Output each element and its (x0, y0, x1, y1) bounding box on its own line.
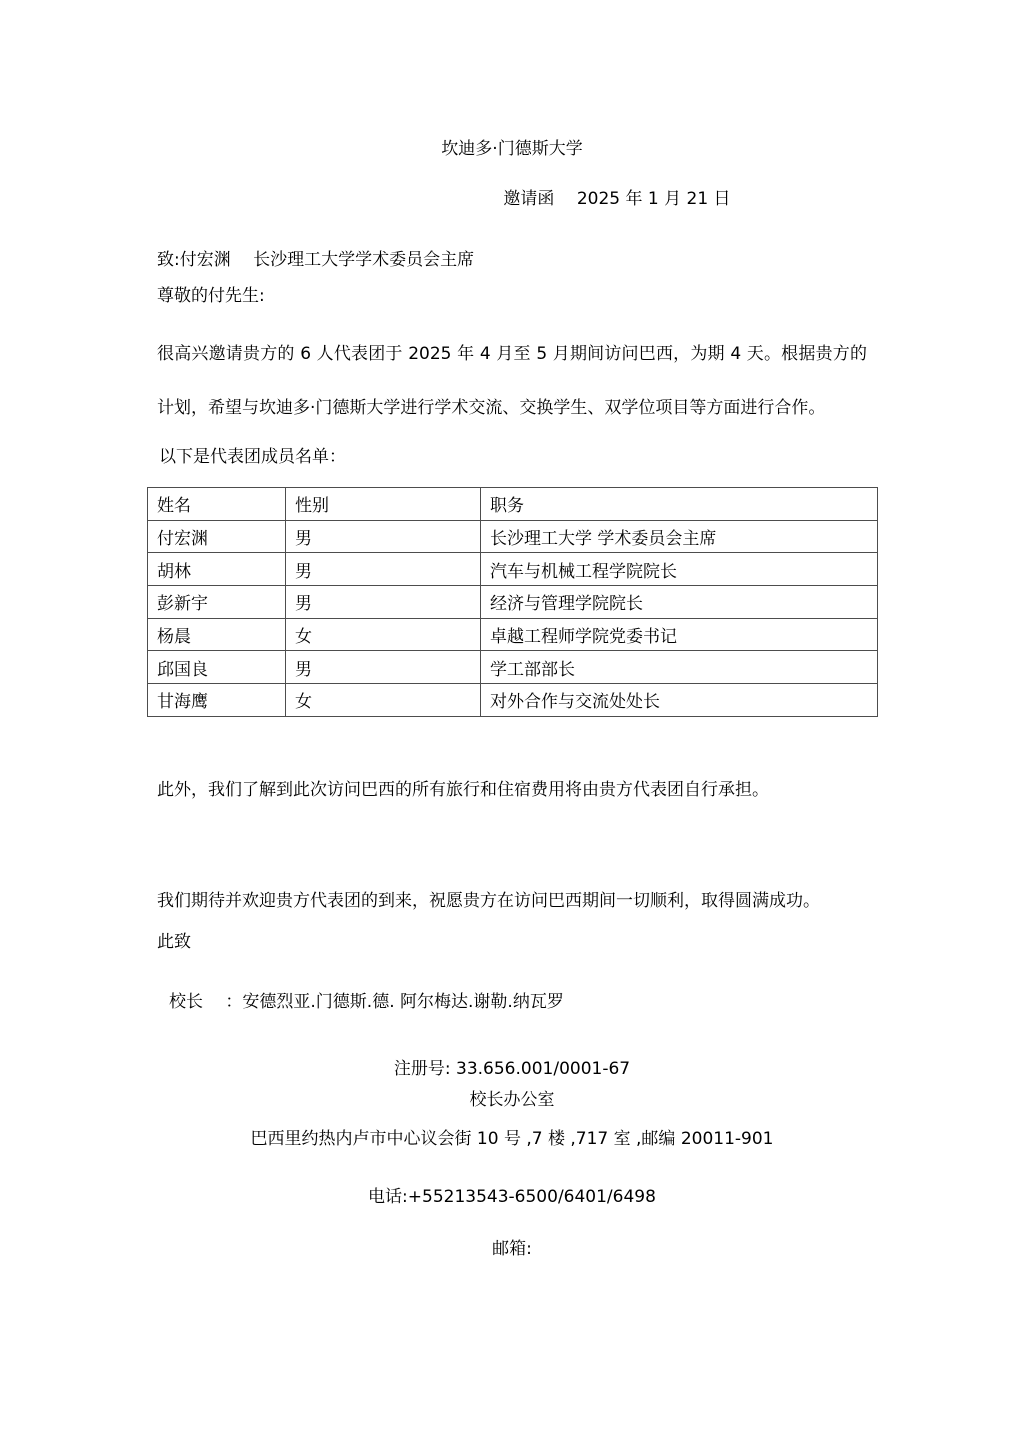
table-row (148, 684, 878, 717)
table-cell-name: 甘海鹰 (148, 684, 286, 717)
body-paragraph-invitation: 很高兴邀请贵方的 6 人代表团于 2025 年 4 月至 5 月期间访问巴西，为期 4 天。根据贵方的计划，希望与坎迪多·门德斯大学进行学术交流、交换学生、双学位项目等方面进行合作。 (157, 344, 867, 418)
table-cell-gender: 男 (286, 553, 481, 586)
registration-number: 注册号: 33.656.001/0001-67 (393, 1058, 631, 1079)
table-cell-position: 卓越工程师学院党委书记 (481, 618, 878, 651)
table-cell-name: 彭新宇 (148, 586, 286, 619)
table-cell-gender: 男 (286, 651, 481, 684)
table-cell-gender: 男 (286, 520, 481, 553)
table-row (148, 618, 878, 651)
table-cell-gender: 女 (286, 618, 481, 651)
table-header-row (148, 488, 878, 521)
table-cell-gender: 男 (286, 586, 481, 619)
table-cell-position: 对外合作与交流处处长 (481, 684, 878, 717)
table-cell-name: 胡林 (148, 553, 286, 586)
president-office-label: 校长办公室 (469, 1089, 555, 1110)
table-row (148, 651, 878, 684)
table-row (148, 520, 878, 553)
body-paragraph-welcome: 我们期待并欢迎贵方代表团的到来，祝愿贵方在访问巴西期间一切顺利，取得圆满成功。 (157, 890, 820, 911)
email-label: 邮箱: (492, 1238, 532, 1259)
phone-line: 电话:+55213543-6500/6401/6498 (368, 1186, 656, 1207)
closing-regards: 此致 (157, 931, 191, 952)
column-header-position: 职务 (481, 488, 878, 521)
delegation-list-intro: 以下是代表团成员名单： (159, 447, 346, 467)
table-cell-position: 学工部部长 (481, 651, 878, 684)
letter-subject-date: 邀请函 2025 年 1 月 21 日 (503, 189, 731, 209)
table-cell-position: 经济与管理学院院长 (481, 586, 878, 619)
table-row (148, 553, 878, 586)
president-signature-line: 校长 ：安德烈亚.门德斯.德. 阿尔梅达.谢勒.纳瓦罗 (169, 991, 564, 1012)
members-table (147, 487, 878, 717)
table-cell-position: 汽车与机械工程学院院长 (481, 553, 878, 586)
table-cell-gender: 女 (286, 684, 481, 717)
table-cell-name: 杨晨 (148, 618, 286, 651)
salutation: 尊敬的付先生: (157, 286, 265, 306)
table-row (148, 586, 878, 619)
table-cell-name: 付宏渊 (148, 520, 286, 553)
table-cell-name: 邱国良 (148, 651, 286, 684)
body-paragraph-expenses: 此外，我们了解到此次访问巴西的所有旅行和住宿费用将由贵方代表团自行承担。 (157, 779, 769, 800)
university-name: 坎迪多·门德斯大学 (441, 139, 583, 159)
table-cell-position: 长沙理工大学 学术委员会主席 (481, 520, 878, 553)
university-address: 巴西里约热内卢市中心议会街 10 号 ,7 楼 ,717 室 ,邮编 20011-901 (250, 1128, 774, 1149)
recipient-line: 致:付宏渊 长沙理工大学学术委员会主席 (157, 250, 475, 270)
column-header-name: 姓名 (148, 488, 286, 521)
column-header-gender: 性别 (286, 488, 481, 521)
